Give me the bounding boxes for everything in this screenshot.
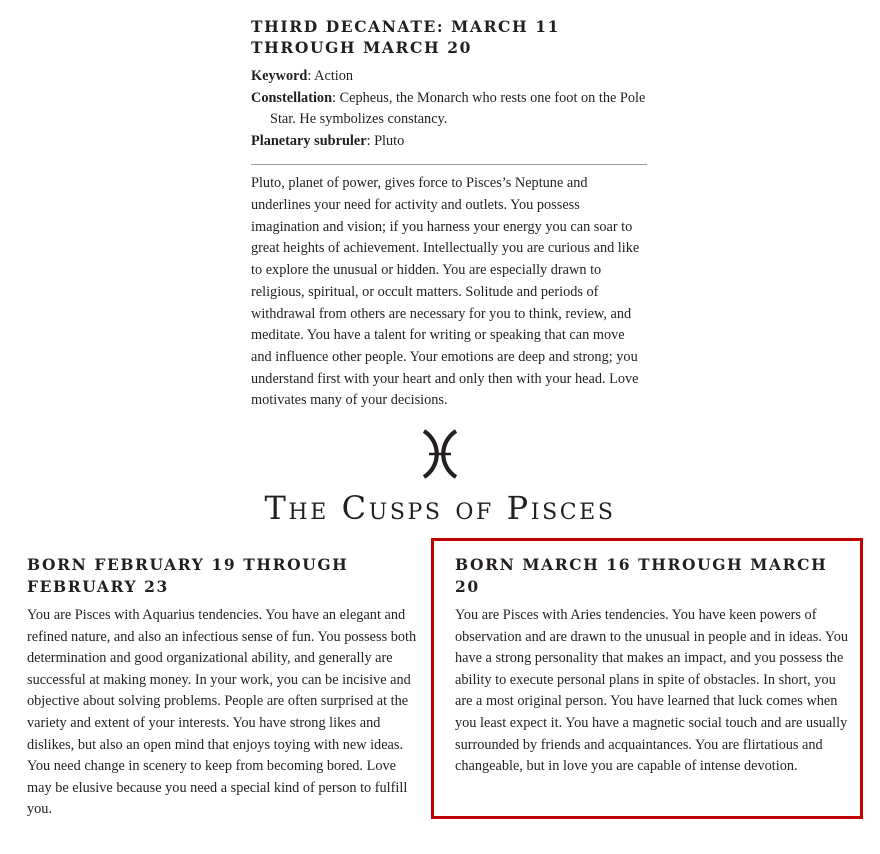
decanate-facts: [251, 66, 647, 152]
constellation-value: : Cepheus, the Monarch who rests one foot on the Pole Star. He symbolizes constancy.: [270, 89, 646, 128]
subruler-value: : Pluto: [366, 132, 405, 149]
section-divider: [251, 164, 647, 165]
third-decanate-section: [251, 16, 647, 412]
keyword-line: [251, 66, 647, 88]
cusp-aquarius-section: [27, 554, 423, 821]
highlight-box: [431, 538, 863, 819]
keyword-value: : Action: [307, 68, 354, 84]
keyword-label: Keyword: [251, 68, 308, 84]
cusps-title: The Cusps of Pisces: [264, 489, 616, 527]
constellation-line: [251, 88, 647, 131]
cusp-left-heading: BORN FEBRUARY 19 THROUGH FEBRUARY 23: [27, 555, 349, 596]
decanate-body: Pluto, planet of power, gives force to Pisces’s Neptune and underlines your need for activity and outlets. You possess imagination and vision; if you harness your energy you can soar to great heights of achievement. Intellectually you are curious and like to explore the unusual or hidden. You are especially drawn to religious, spiritual, or occult matters. Solitude and periods of withdrawal from others are necessary for you to think, review, and meditate. You have a talent for writing or speaking that can move and influence other people. Your emotions are deep and strong; you understand first with your heart and only then with your head. Love motivates many of your decisions.: [251, 175, 640, 409]
cusp-right-body: You are Pisces with Aries tendencies. You have keen powers of observation and are drawn to the unusual in people and in ideas. You have a strong personality that makes an impact, and you possess the ability to execute personal plans in spite of obstacles. In short, you are a most original person. You have learned that luck comes when you least expect it. You have a magnetic social touch and are usually surrounded by friends and acquaintances. You are flirtatious and changeable, but in love you are capable of intense devotion.: [455, 607, 849, 775]
pisces-glyph-icon: [410, 428, 470, 480]
subruler-line: [251, 131, 647, 153]
subruler-label: Planetary subruler: [251, 132, 367, 149]
decanate-heading: THIRD DECANATE: MARCH 11 THROUGH MARCH 20: [251, 17, 560, 57]
constellation-label: Constellation: [251, 89, 333, 106]
cusp-left-body: You are Pisces with Aquarius tendencies. You have an elegant and refined nature, and also an infectious sense of fun. You possess both determination and good organizational ability, and generally are successful at making money. In your work, you can be incisive and objective about solving problems. People are often surprised at the variety and extent of your interests. You have strong likes and dislikes, but also an open mind that enjoys toying with new ideas. You need change in scenery to keep from becoming bored. Love may be elusive because you need a special kind of person to fulfill you.: [27, 607, 417, 818]
cusp-right-heading: BORN MARCH 16 THROUGH MARCH 20: [455, 555, 828, 596]
